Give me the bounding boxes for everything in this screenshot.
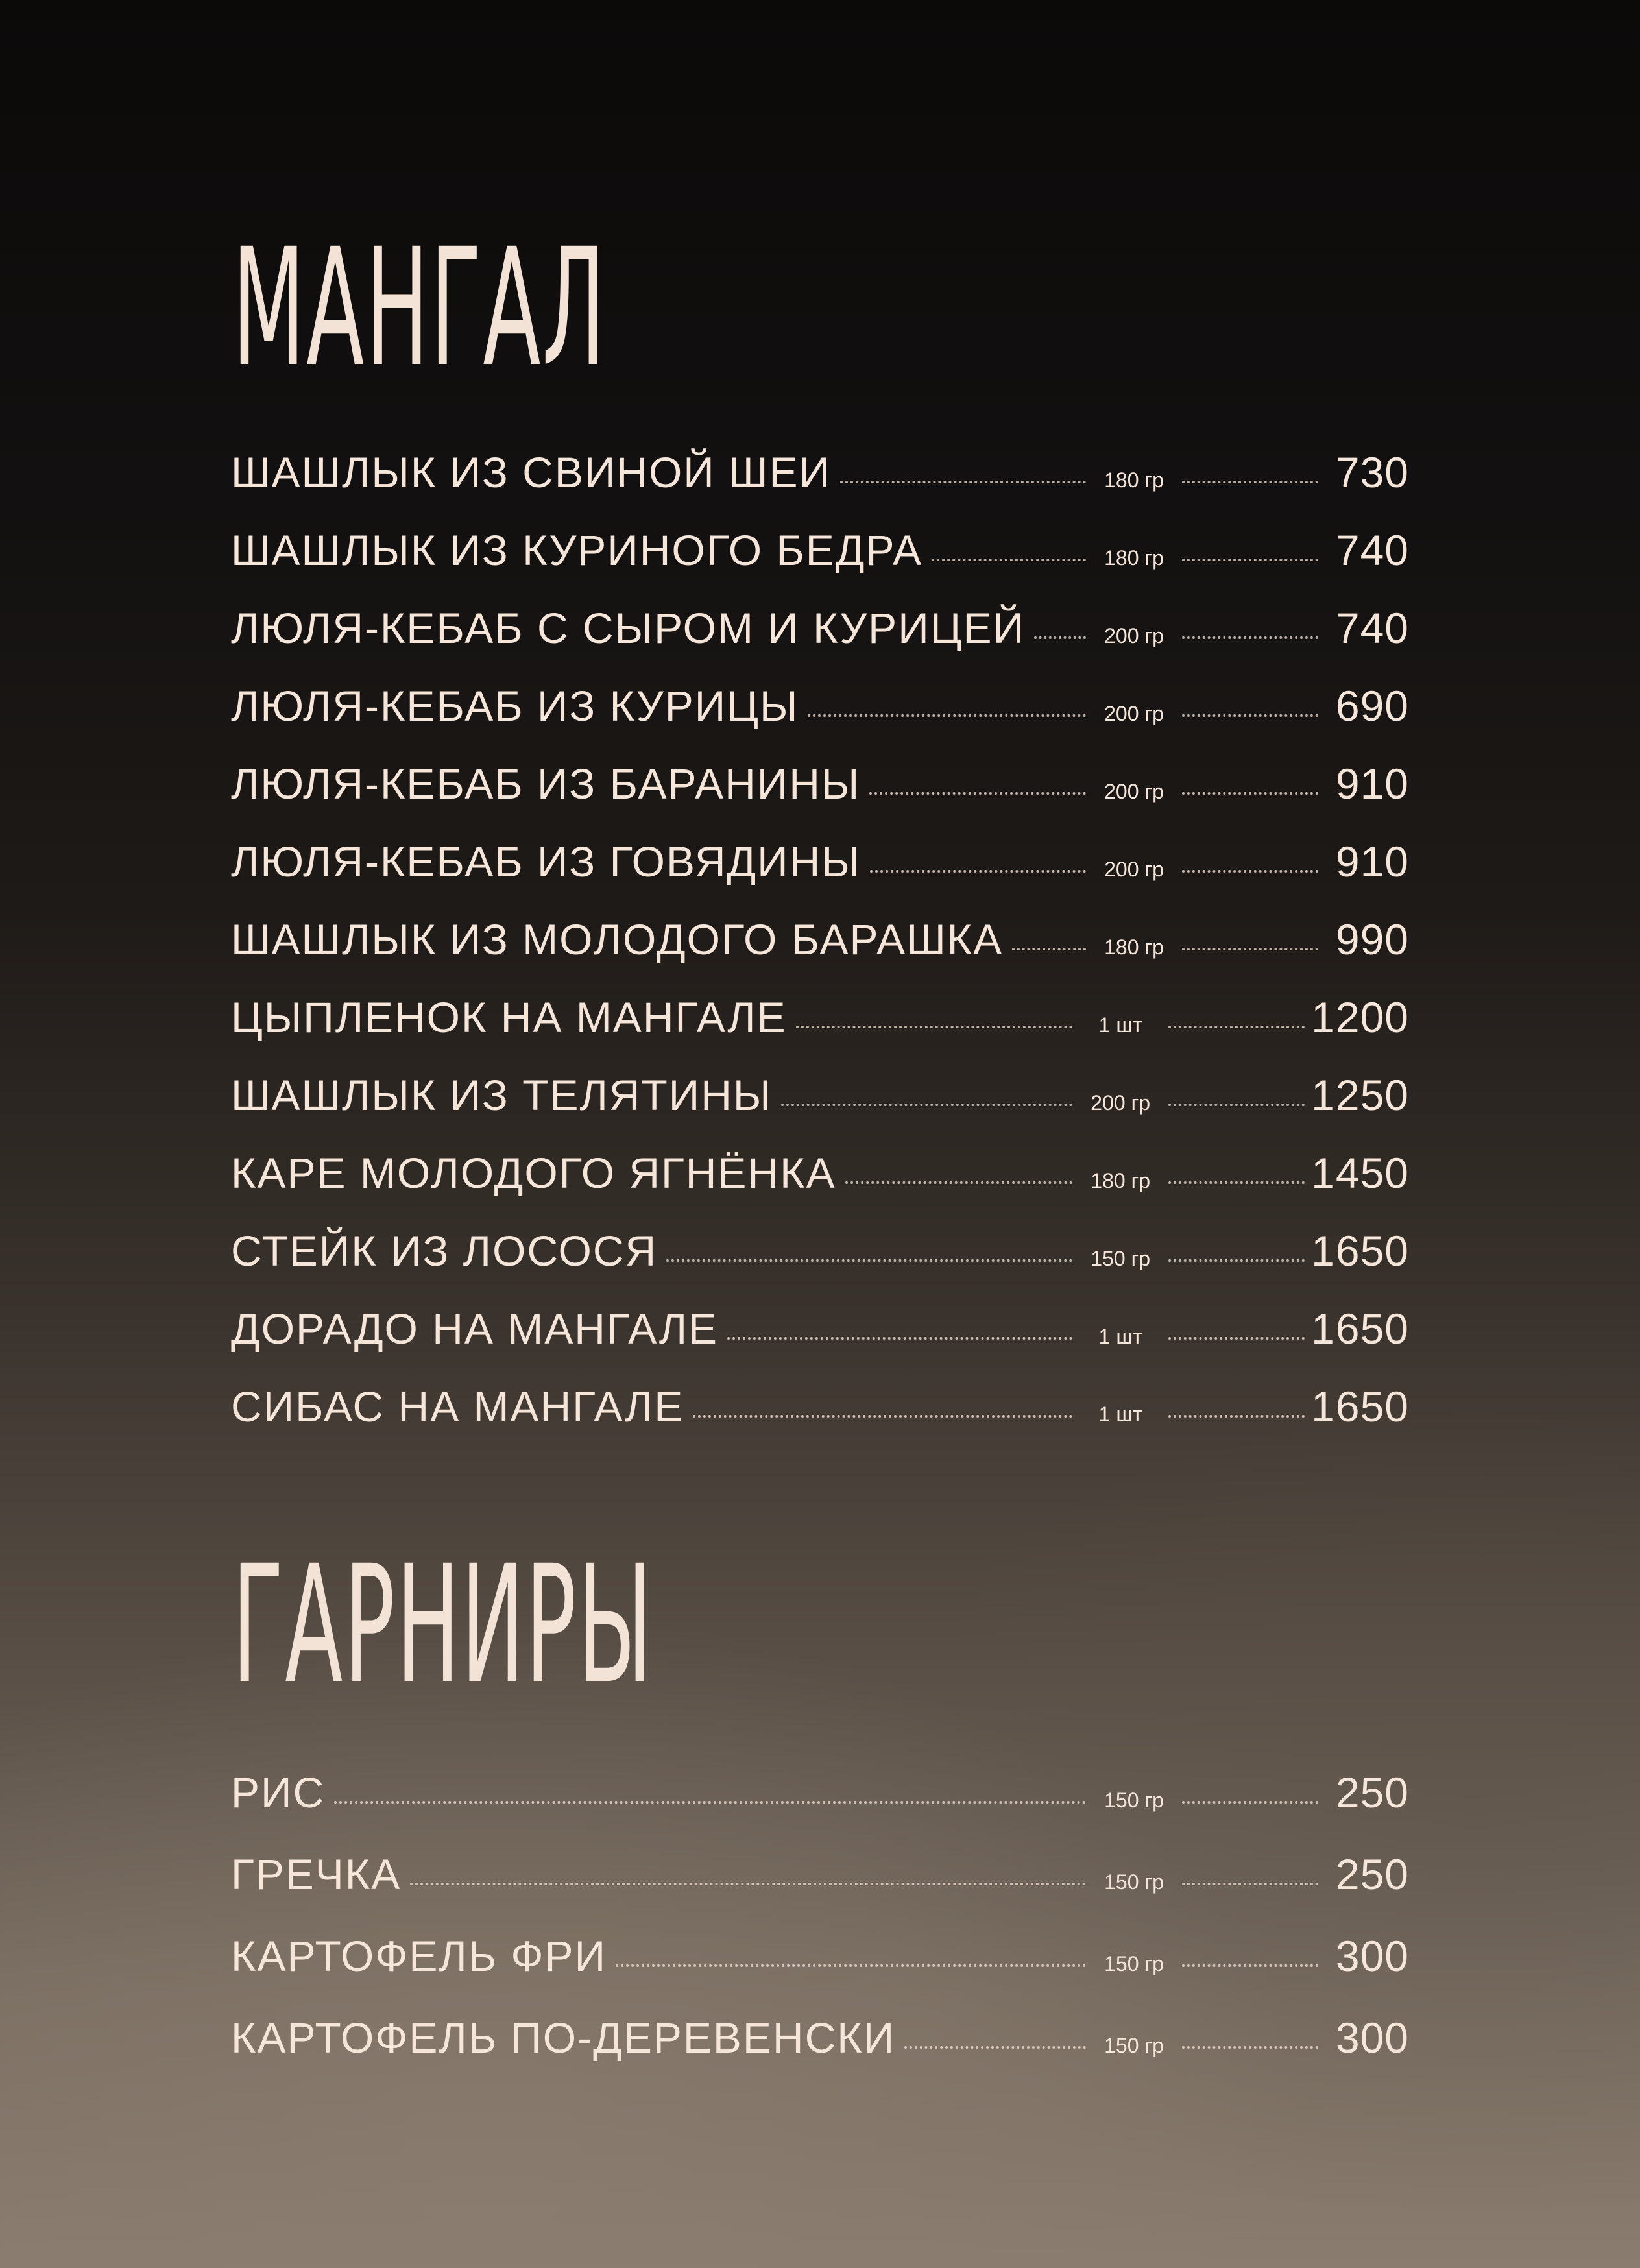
menu-item	[231, 993, 1409, 1070]
dot-leader	[870, 870, 1086, 873]
menu-item-price: 1200	[1311, 993, 1409, 1041]
menu-item-price: 250	[1335, 1850, 1409, 1898]
menu-item	[231, 603, 1409, 681]
menu-item-name: РИС	[231, 1768, 326, 1816]
menu-item	[231, 2013, 1409, 2095]
menu-item-weight: 150 гр	[1104, 1870, 1164, 1894]
menu-item-weight: 150 гр	[1104, 1789, 1164, 1812]
dot-leader	[1182, 636, 1318, 639]
section-title-mangal: МАНГАЛ	[232, 213, 607, 402]
menu-item-price: 300	[1335, 1932, 1409, 1980]
menu-item-weight: 1 шт	[1098, 1013, 1142, 1037]
menu-item-weight: 180 гр	[1104, 935, 1164, 959]
menu-item-name: ГРЕЧКА	[231, 1850, 402, 1898]
section-title-garniry: ГАРНИРЫ	[232, 1530, 654, 1719]
dot-leader	[796, 1026, 1073, 1028]
menu-item-price: 910	[1335, 760, 1409, 808]
menu-item-price: 1650	[1311, 1382, 1409, 1430]
dot-leader	[693, 1415, 1072, 1418]
menu-item	[231, 1382, 1409, 1460]
menu-item-price: 740	[1335, 604, 1409, 652]
menu-item	[231, 1931, 1409, 2013]
menu-item-weight: 1 шт	[1098, 1403, 1142, 1426]
menu-item-weight: 200 гр	[1104, 858, 1164, 881]
dot-leader	[845, 1181, 1073, 1184]
menu-item-weight: 180 гр	[1091, 1169, 1151, 1192]
dot-leader	[869, 792, 1086, 795]
dot-leader	[1168, 1104, 1305, 1106]
menu-item	[231, 1304, 1409, 1382]
menu-item	[231, 1768, 1409, 1850]
menu-list-mangal	[231, 448, 1409, 1460]
dot-leader	[1012, 948, 1086, 950]
menu-item-name: ЛЮЛЯ-КЕБАБ ИЗ ГОВЯДИНЫ	[231, 838, 861, 886]
dot-leader	[1182, 481, 1318, 483]
menu-item-name: КАРТОФЕЛЬ ПО-ДЕРЕВЕНСКИ	[231, 2014, 896, 2062]
dot-leader	[1034, 636, 1086, 639]
menu-item	[231, 681, 1409, 759]
menu-item-name: КАРЕ МОЛОДОГО ЯГНЁНКА	[231, 1149, 836, 1197]
menu-item-name: СТЕЙК ИЗ ЛОСОСЯ	[231, 1227, 658, 1275]
menu-item-weight: 200 гр	[1104, 702, 1164, 725]
menu-item-weight: 200 гр	[1104, 780, 1164, 803]
dot-leader	[781, 1104, 1072, 1106]
dot-leader	[666, 1259, 1072, 1262]
menu-item	[231, 1070, 1409, 1148]
menu-item-price: 300	[1335, 2014, 1409, 2062]
menu-item	[231, 915, 1409, 993]
menu-item-weight: 150 гр	[1104, 1952, 1164, 1975]
menu-item	[231, 1850, 1409, 1931]
dot-leader	[932, 559, 1086, 561]
dot-leader	[1182, 2046, 1318, 2049]
dot-leader	[1182, 559, 1318, 561]
menu-item	[231, 1226, 1409, 1304]
menu-item-weight: 1 шт	[1098, 1325, 1142, 1348]
menu-item-price: 730	[1335, 448, 1409, 496]
dot-leader	[1168, 1337, 1305, 1340]
menu-item-weight: 180 гр	[1104, 468, 1164, 492]
menu-item-weight: 150 гр	[1104, 2034, 1164, 2057]
menu-item-price: 740	[1335, 526, 1409, 574]
dot-leader	[616, 1964, 1086, 1967]
menu-item	[231, 525, 1409, 603]
dot-leader	[808, 714, 1086, 717]
menu-item-name: ЛЮЛЯ-КЕБАБ ИЗ КУРИЦЫ	[231, 682, 799, 730]
menu-item-name: ШАШЛЫК ИЗ СВИНОЙ ШЕИ	[231, 448, 832, 496]
dot-leader	[1168, 1181, 1305, 1184]
menu-item-price: 1650	[1311, 1227, 1409, 1275]
menu-item-price: 1450	[1311, 1149, 1409, 1197]
menu-item-weight: 180 гр	[1104, 546, 1164, 570]
menu-item-name: ШАШЛЫК ИЗ ТЕЛЯТИНЫ	[231, 1071, 773, 1119]
dot-leader	[727, 1337, 1072, 1340]
menu-item	[231, 759, 1409, 837]
menu-item-name: ШАШЛЫК ИЗ МОЛОДОГО БАРАШКА	[231, 915, 1004, 963]
menu-item-weight: 150 гр	[1091, 1247, 1151, 1270]
menu-item-price: 1250	[1311, 1071, 1409, 1119]
menu-item	[231, 1148, 1409, 1226]
dot-leader	[1182, 792, 1318, 795]
menu-item-price: 990	[1335, 915, 1409, 963]
dot-leader	[1182, 1801, 1318, 1804]
dot-leader	[840, 481, 1086, 483]
menu-item-price: 1650	[1311, 1305, 1409, 1353]
dot-leader	[904, 2046, 1086, 2049]
menu-item-name: ЛЮЛЯ-КЕБАБ С СЫРОМ И КУРИЦЕЙ	[231, 604, 1025, 652]
dot-leader	[334, 1801, 1086, 1804]
menu-item-name: КАРТОФЕЛЬ ФРИ	[231, 1932, 607, 1980]
menu-item-name: ШАШЛЫК ИЗ КУРИНОГО БЕДРА	[231, 526, 923, 574]
menu-item	[231, 837, 1409, 915]
menu-item-price: 250	[1335, 1768, 1409, 1816]
dot-leader	[1182, 1964, 1318, 1967]
dot-leader	[1168, 1259, 1305, 1262]
menu-item-name: ЛЮЛЯ-КЕБАБ ИЗ БАРАНИНЫ	[231, 760, 861, 808]
menu-item-name: ДОРАДО НА МАНГАЛЕ	[231, 1305, 719, 1353]
menu-item-name: СИБАС НА МАНГАЛЕ	[231, 1382, 684, 1430]
menu-item-weight: 200 гр	[1091, 1091, 1151, 1115]
dot-leader	[1182, 1883, 1318, 1885]
menu-item-price: 690	[1335, 682, 1409, 730]
menu-item-name: ЦЫПЛЕНОК НА МАНГАЛЕ	[231, 993, 787, 1041]
menu-list-garniry	[231, 1768, 1409, 2095]
menu-item	[231, 448, 1409, 525]
dot-leader	[1168, 1415, 1305, 1418]
menu-item-price: 910	[1335, 838, 1409, 886]
dot-leader	[1182, 714, 1318, 717]
dot-leader	[1168, 1026, 1305, 1028]
menu-item-weight: 200 гр	[1104, 624, 1164, 647]
dot-leader	[1182, 948, 1318, 950]
dot-leader	[410, 1883, 1086, 1885]
dot-leader	[1182, 870, 1318, 873]
